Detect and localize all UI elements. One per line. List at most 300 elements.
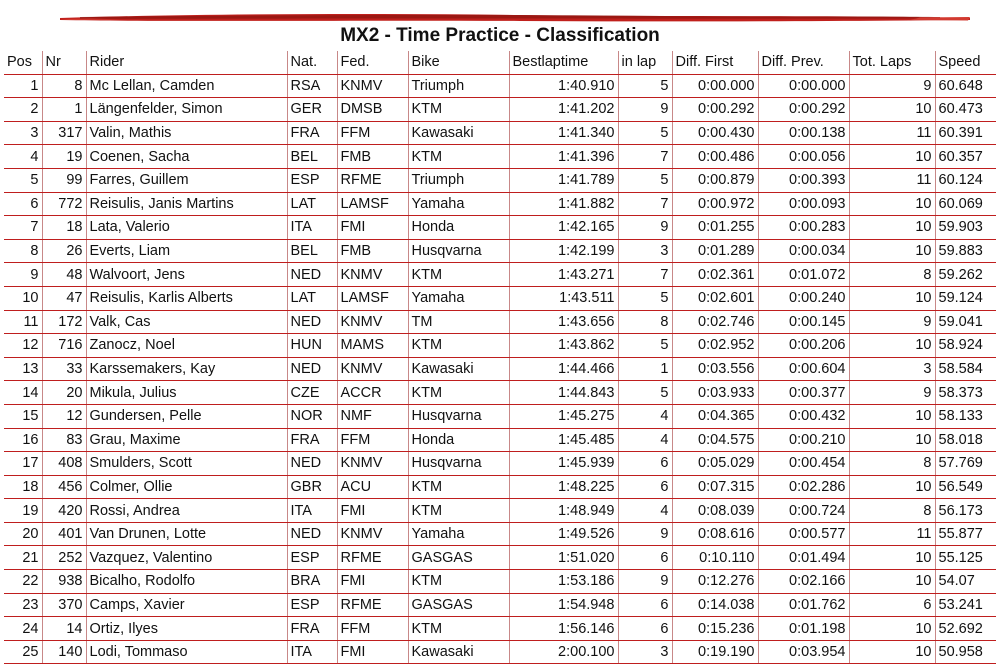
diff-first-cell: 0:00.972 bbox=[672, 192, 758, 216]
tot-laps-cell: 3 bbox=[849, 357, 935, 381]
pos-cell: 20 bbox=[4, 522, 42, 546]
column-header-diff-first[interactable]: Diff. First bbox=[672, 51, 758, 74]
diff-first-cell: 0:08.039 bbox=[672, 499, 758, 523]
nat-cell: NED bbox=[287, 263, 337, 287]
diff-prev-cell: 0:01.762 bbox=[758, 593, 849, 617]
pos-cell: 24 bbox=[4, 617, 42, 641]
nr-cell: 19 bbox=[42, 145, 86, 169]
diff-prev-cell: 0:00.206 bbox=[758, 334, 849, 358]
table-row bbox=[4, 121, 996, 145]
tot-laps-cell: 11 bbox=[849, 168, 935, 192]
diff-prev-cell: 0:00.432 bbox=[758, 404, 849, 428]
tot-laps-cell: 10 bbox=[849, 475, 935, 499]
diff-prev-cell: 0:00.034 bbox=[758, 239, 849, 263]
diff-first-cell: 0:07.315 bbox=[672, 475, 758, 499]
nr-cell: 456 bbox=[42, 475, 86, 499]
nr-cell: 716 bbox=[42, 334, 86, 358]
bestlaptime-cell: 1:49.526 bbox=[509, 522, 618, 546]
column-header-fed[interactable]: Fed. bbox=[337, 51, 408, 74]
pos-cell: 1 bbox=[4, 74, 42, 98]
in-lap-cell: 7 bbox=[618, 192, 672, 216]
pos-cell: 12 bbox=[4, 334, 42, 358]
fed-cell: KNMV bbox=[337, 452, 408, 476]
bike-cell: KTM bbox=[408, 263, 509, 287]
rider-cell: Mc Lellan, Camden bbox=[86, 74, 287, 98]
rider-cell: Lodi, Tommaso bbox=[86, 640, 287, 664]
nr-cell: 26 bbox=[42, 239, 86, 263]
nat-cell: NED bbox=[287, 310, 337, 334]
rider-cell: Van Drunen, Lotte bbox=[86, 522, 287, 546]
diff-prev-cell: 0:01.072 bbox=[758, 263, 849, 287]
table-row bbox=[4, 310, 996, 334]
in-lap-cell: 5 bbox=[618, 381, 672, 405]
fed-cell: LAMSF bbox=[337, 286, 408, 310]
bestlaptime-cell: 1:41.882 bbox=[509, 192, 618, 216]
table-row bbox=[4, 593, 996, 617]
tot-laps-cell: 10 bbox=[849, 428, 935, 452]
tot-laps-cell: 9 bbox=[849, 74, 935, 98]
diff-prev-cell: 0:03.954 bbox=[758, 640, 849, 664]
nr-cell: 12 bbox=[42, 404, 86, 428]
diff-prev-cell: 0:00.724 bbox=[758, 499, 849, 523]
nr-cell: 252 bbox=[42, 546, 86, 570]
speed-cell: 60.069 bbox=[935, 192, 996, 216]
in-lap-cell: 6 bbox=[618, 546, 672, 570]
bestlaptime-cell: 1:42.165 bbox=[509, 216, 618, 240]
rider-cell: Längenfelder, Simon bbox=[86, 98, 287, 122]
diff-first-cell: 0:00.430 bbox=[672, 121, 758, 145]
bike-cell: KTM bbox=[408, 145, 509, 169]
bike-cell: GASGAS bbox=[408, 546, 509, 570]
column-header-nat[interactable]: Nat. bbox=[287, 51, 337, 74]
fed-cell: KNMV bbox=[337, 263, 408, 287]
tot-laps-cell: 10 bbox=[849, 546, 935, 570]
diff-first-cell: 0:15.236 bbox=[672, 617, 758, 641]
speed-cell: 56.173 bbox=[935, 499, 996, 523]
diff-first-cell: 0:05.029 bbox=[672, 452, 758, 476]
rider-cell: Reisulis, Janis Martins bbox=[86, 192, 287, 216]
diff-prev-cell: 0:00.604 bbox=[758, 357, 849, 381]
fed-cell: KNMV bbox=[337, 310, 408, 334]
table-row bbox=[4, 475, 996, 499]
rider-cell: Lata, Valerio bbox=[86, 216, 287, 240]
nat-cell: ESP bbox=[287, 546, 337, 570]
nat-cell: BEL bbox=[287, 239, 337, 263]
nat-cell: BEL bbox=[287, 145, 337, 169]
tot-laps-cell: 10 bbox=[849, 570, 935, 594]
fed-cell: FMI bbox=[337, 499, 408, 523]
tot-laps-cell: 11 bbox=[849, 121, 935, 145]
speed-cell: 60.391 bbox=[935, 121, 996, 145]
nat-cell: ITA bbox=[287, 499, 337, 523]
fed-cell: FFM bbox=[337, 121, 408, 145]
tot-laps-cell: 10 bbox=[849, 334, 935, 358]
bike-cell: Yamaha bbox=[408, 286, 509, 310]
diff-prev-cell: 0:00.056 bbox=[758, 145, 849, 169]
bike-cell: Kawasaki bbox=[408, 640, 509, 664]
diff-first-cell: 0:14.038 bbox=[672, 593, 758, 617]
rider-cell: Everts, Liam bbox=[86, 239, 287, 263]
rider-cell: Gundersen, Pelle bbox=[86, 404, 287, 428]
bike-cell: Honda bbox=[408, 216, 509, 240]
nr-cell: 938 bbox=[42, 570, 86, 594]
nr-cell: 47 bbox=[42, 286, 86, 310]
speed-cell: 59.883 bbox=[935, 239, 996, 263]
tot-laps-cell: 11 bbox=[849, 522, 935, 546]
nr-cell: 172 bbox=[42, 310, 86, 334]
rider-cell: Smulders, Scott bbox=[86, 452, 287, 476]
nat-cell: GBR bbox=[287, 475, 337, 499]
diff-first-cell: 0:04.365 bbox=[672, 404, 758, 428]
bike-cell: TM bbox=[408, 310, 509, 334]
fed-cell: FMI bbox=[337, 640, 408, 664]
nat-cell: LAT bbox=[287, 192, 337, 216]
diff-prev-cell: 0:00.138 bbox=[758, 121, 849, 145]
bestlaptime-cell: 1:43.511 bbox=[509, 286, 618, 310]
fed-cell: KNMV bbox=[337, 74, 408, 98]
pos-cell: 3 bbox=[4, 121, 42, 145]
bike-cell: KTM bbox=[408, 475, 509, 499]
diff-prev-cell: 0:00.210 bbox=[758, 428, 849, 452]
fed-cell: ACCR bbox=[337, 381, 408, 405]
bike-cell: Husqvarna bbox=[408, 452, 509, 476]
speed-cell: 59.124 bbox=[935, 286, 996, 310]
in-lap-cell: 6 bbox=[618, 593, 672, 617]
speed-cell: 52.692 bbox=[935, 617, 996, 641]
fed-cell: FFM bbox=[337, 617, 408, 641]
in-lap-cell: 5 bbox=[618, 74, 672, 98]
fed-cell: FFM bbox=[337, 428, 408, 452]
table-row bbox=[4, 546, 996, 570]
fed-cell: RFME bbox=[337, 168, 408, 192]
rider-cell: Vazquez, Valentino bbox=[86, 546, 287, 570]
pos-cell: 4 bbox=[4, 145, 42, 169]
speed-cell: 55.877 bbox=[935, 522, 996, 546]
diff-prev-cell: 0:00.283 bbox=[758, 216, 849, 240]
nat-cell: ITA bbox=[287, 216, 337, 240]
table-row bbox=[4, 522, 996, 546]
tot-laps-cell: 8 bbox=[849, 263, 935, 287]
diff-first-cell: 0:19.190 bbox=[672, 640, 758, 664]
pos-cell: 15 bbox=[4, 404, 42, 428]
table-row bbox=[4, 404, 996, 428]
bestlaptime-cell: 1:51.020 bbox=[509, 546, 618, 570]
nr-cell: 20 bbox=[42, 381, 86, 405]
pos-cell: 16 bbox=[4, 428, 42, 452]
speed-cell: 60.357 bbox=[935, 145, 996, 169]
rider-cell: Zanocz, Noel bbox=[86, 334, 287, 358]
bestlaptime-cell: 1:43.271 bbox=[509, 263, 618, 287]
in-lap-cell: 1 bbox=[618, 357, 672, 381]
rider-cell: Bicalho, Rodolfo bbox=[86, 570, 287, 594]
pos-cell: 2 bbox=[4, 98, 42, 122]
column-header-in-lap[interactable]: in lap bbox=[618, 51, 672, 74]
pos-cell: 19 bbox=[4, 499, 42, 523]
nat-cell: NED bbox=[287, 522, 337, 546]
diff-first-cell: 0:01.255 bbox=[672, 216, 758, 240]
pos-cell: 13 bbox=[4, 357, 42, 381]
table-row bbox=[4, 192, 996, 216]
speed-cell: 60.124 bbox=[935, 168, 996, 192]
bike-cell: Husqvarna bbox=[408, 239, 509, 263]
rider-cell: Grau, Maxime bbox=[86, 428, 287, 452]
classification-table bbox=[4, 51, 996, 664]
rider-cell: Farres, Guillem bbox=[86, 168, 287, 192]
diff-first-cell: 0:10.110 bbox=[672, 546, 758, 570]
diff-prev-cell: 0:00.377 bbox=[758, 381, 849, 405]
bike-cell: Yamaha bbox=[408, 192, 509, 216]
speed-cell: 58.018 bbox=[935, 428, 996, 452]
rider-cell: Valk, Cas bbox=[86, 310, 287, 334]
column-header-rider[interactable]: Rider bbox=[86, 51, 287, 74]
nat-cell: RSA bbox=[287, 74, 337, 98]
speed-cell: 50.958 bbox=[935, 640, 996, 664]
nat-cell: ITA bbox=[287, 640, 337, 664]
diff-prev-cell: 0:00.577 bbox=[758, 522, 849, 546]
table-row bbox=[4, 334, 996, 358]
bestlaptime-cell: 1:43.656 bbox=[509, 310, 618, 334]
table-row bbox=[4, 263, 996, 287]
table-row bbox=[4, 452, 996, 476]
in-lap-cell: 6 bbox=[618, 452, 672, 476]
tot-laps-cell: 9 bbox=[849, 381, 935, 405]
bestlaptime-cell: 1:53.186 bbox=[509, 570, 618, 594]
nr-cell: 317 bbox=[42, 121, 86, 145]
nr-cell: 18 bbox=[42, 216, 86, 240]
bike-cell: KTM bbox=[408, 570, 509, 594]
nat-cell: FRA bbox=[287, 617, 337, 641]
in-lap-cell: 5 bbox=[618, 121, 672, 145]
in-lap-cell: 9 bbox=[618, 570, 672, 594]
fed-cell: LAMSF bbox=[337, 192, 408, 216]
table-row bbox=[4, 286, 996, 310]
diff-first-cell: 0:02.746 bbox=[672, 310, 758, 334]
fed-cell: FMB bbox=[337, 145, 408, 169]
pos-cell: 25 bbox=[4, 640, 42, 664]
diff-first-cell: 0:02.952 bbox=[672, 334, 758, 358]
nr-cell: 99 bbox=[42, 168, 86, 192]
column-header-speed[interactable]: Speed bbox=[935, 51, 996, 74]
nat-cell: BRA bbox=[287, 570, 337, 594]
rider-cell: Valin, Mathis bbox=[86, 121, 287, 145]
diff-first-cell: 0:08.616 bbox=[672, 522, 758, 546]
diff-first-cell: 0:02.361 bbox=[672, 263, 758, 287]
column-header-pos[interactable]: Pos bbox=[4, 51, 42, 74]
diff-first-cell: 0:00.486 bbox=[672, 145, 758, 169]
nr-cell: 408 bbox=[42, 452, 86, 476]
speed-cell: 60.648 bbox=[935, 74, 996, 98]
nat-cell: HUN bbox=[287, 334, 337, 358]
table-row bbox=[4, 617, 996, 641]
rider-cell: Walvoort, Jens bbox=[86, 263, 287, 287]
speed-cell: 57.769 bbox=[935, 452, 996, 476]
in-lap-cell: 7 bbox=[618, 263, 672, 287]
diff-prev-cell: 0:00.240 bbox=[758, 286, 849, 310]
column-header-bike[interactable]: Bike bbox=[408, 51, 509, 74]
pos-cell: 11 bbox=[4, 310, 42, 334]
diff-prev-cell: 0:01.198 bbox=[758, 617, 849, 641]
bestlaptime-cell: 1:44.466 bbox=[509, 357, 618, 381]
nr-cell: 8 bbox=[42, 74, 86, 98]
tot-laps-cell: 10 bbox=[849, 145, 935, 169]
speed-cell: 56.549 bbox=[935, 475, 996, 499]
rider-cell: Coenen, Sacha bbox=[86, 145, 287, 169]
diff-prev-cell: 0:00.393 bbox=[758, 168, 849, 192]
bike-cell: KTM bbox=[408, 617, 509, 641]
bestlaptime-cell: 1:45.485 bbox=[509, 428, 618, 452]
pos-cell: 8 bbox=[4, 239, 42, 263]
diff-first-cell: 0:03.556 bbox=[672, 357, 758, 381]
bike-cell: Honda bbox=[408, 428, 509, 452]
pos-cell: 18 bbox=[4, 475, 42, 499]
tot-laps-cell: 8 bbox=[849, 452, 935, 476]
speed-cell: 60.473 bbox=[935, 98, 996, 122]
in-lap-cell: 4 bbox=[618, 499, 672, 523]
diff-prev-cell: 0:00.000 bbox=[758, 74, 849, 98]
bike-cell: Triumph bbox=[408, 74, 509, 98]
nat-cell: LAT bbox=[287, 286, 337, 310]
in-lap-cell: 6 bbox=[618, 617, 672, 641]
nr-cell: 772 bbox=[42, 192, 86, 216]
bike-cell: Triumph bbox=[408, 168, 509, 192]
bestlaptime-cell: 2:00.100 bbox=[509, 640, 618, 664]
pos-cell: 9 bbox=[4, 263, 42, 287]
in-lap-cell: 7 bbox=[618, 145, 672, 169]
rider-cell: Colmer, Ollie bbox=[86, 475, 287, 499]
nr-cell: 401 bbox=[42, 522, 86, 546]
bestlaptime-cell: 1:45.275 bbox=[509, 404, 618, 428]
nr-cell: 140 bbox=[42, 640, 86, 664]
pos-cell: 5 bbox=[4, 168, 42, 192]
speed-cell: 53.241 bbox=[935, 593, 996, 617]
in-lap-cell: 6 bbox=[618, 475, 672, 499]
nr-cell: 1 bbox=[42, 98, 86, 122]
table-header-row bbox=[4, 51, 996, 74]
diff-prev-cell: 0:02.166 bbox=[758, 570, 849, 594]
diff-prev-cell: 0:00.145 bbox=[758, 310, 849, 334]
diff-prev-cell: 0:00.454 bbox=[758, 452, 849, 476]
speed-cell: 59.903 bbox=[935, 216, 996, 240]
speed-cell: 58.924 bbox=[935, 334, 996, 358]
table-row bbox=[4, 74, 996, 98]
rider-cell: Rossi, Andrea bbox=[86, 499, 287, 523]
pos-cell: 23 bbox=[4, 593, 42, 617]
table-row bbox=[4, 216, 996, 240]
column-header-nr[interactable]: Nr bbox=[42, 51, 86, 74]
table-body bbox=[4, 74, 996, 664]
bestlaptime-cell: 1:42.199 bbox=[509, 239, 618, 263]
table-row bbox=[4, 145, 996, 169]
diff-first-cell: 0:02.601 bbox=[672, 286, 758, 310]
bestlaptime-cell: 1:41.396 bbox=[509, 145, 618, 169]
pos-cell: 6 bbox=[4, 192, 42, 216]
bestlaptime-cell: 1:45.939 bbox=[509, 452, 618, 476]
diff-first-cell: 0:01.289 bbox=[672, 239, 758, 263]
rider-cell: Karssemakers, Kay bbox=[86, 357, 287, 381]
nat-cell: FRA bbox=[287, 121, 337, 145]
in-lap-cell: 9 bbox=[618, 98, 672, 122]
bestlaptime-cell: 1:40.910 bbox=[509, 74, 618, 98]
bestlaptime-cell: 1:56.146 bbox=[509, 617, 618, 641]
rider-cell: Mikula, Julius bbox=[86, 381, 287, 405]
bike-cell: KTM bbox=[408, 499, 509, 523]
bestlaptime-cell: 1:44.843 bbox=[509, 381, 618, 405]
nr-cell: 370 bbox=[42, 593, 86, 617]
diff-prev-cell: 0:00.093 bbox=[758, 192, 849, 216]
column-header-bestlaptime[interactable]: Bestlaptime bbox=[509, 51, 618, 74]
pos-cell: 10 bbox=[4, 286, 42, 310]
bestlaptime-cell: 1:48.225 bbox=[509, 475, 618, 499]
nr-cell: 14 bbox=[42, 617, 86, 641]
pos-cell: 14 bbox=[4, 381, 42, 405]
tot-laps-cell: 8 bbox=[849, 499, 935, 523]
bike-cell: Kawasaki bbox=[408, 357, 509, 381]
nr-cell: 83 bbox=[42, 428, 86, 452]
fed-cell: FMB bbox=[337, 239, 408, 263]
tot-laps-cell: 10 bbox=[849, 286, 935, 310]
nat-cell: NED bbox=[287, 452, 337, 476]
diff-first-cell: 0:04.575 bbox=[672, 428, 758, 452]
pos-cell: 17 bbox=[4, 452, 42, 476]
fed-cell: RFME bbox=[337, 593, 408, 617]
tot-laps-cell: 10 bbox=[849, 192, 935, 216]
column-header-tot-laps[interactable]: Tot. Laps bbox=[849, 51, 935, 74]
nat-cell: ESP bbox=[287, 593, 337, 617]
nat-cell: NED bbox=[287, 357, 337, 381]
fed-cell: FMI bbox=[337, 216, 408, 240]
tot-laps-cell: 10 bbox=[849, 617, 935, 641]
bike-cell: GASGAS bbox=[408, 593, 509, 617]
in-lap-cell: 8 bbox=[618, 310, 672, 334]
bestlaptime-cell: 1:54.948 bbox=[509, 593, 618, 617]
nat-cell: CZE bbox=[287, 381, 337, 405]
bike-cell: KTM bbox=[408, 98, 509, 122]
in-lap-cell: 5 bbox=[618, 286, 672, 310]
in-lap-cell: 9 bbox=[618, 522, 672, 546]
bestlaptime-cell: 1:41.202 bbox=[509, 98, 618, 122]
in-lap-cell: 4 bbox=[618, 428, 672, 452]
speed-cell: 58.373 bbox=[935, 381, 996, 405]
pos-cell: 7 bbox=[4, 216, 42, 240]
speed-cell: 59.262 bbox=[935, 263, 996, 287]
table-row bbox=[4, 570, 996, 594]
diff-first-cell: 0:00.000 bbox=[672, 74, 758, 98]
speed-cell: 59.041 bbox=[935, 310, 996, 334]
table-row bbox=[4, 239, 996, 263]
table-row bbox=[4, 499, 996, 523]
tot-laps-cell: 10 bbox=[849, 404, 935, 428]
table-row bbox=[4, 357, 996, 381]
bestlaptime-cell: 1:41.789 bbox=[509, 168, 618, 192]
in-lap-cell: 9 bbox=[618, 216, 672, 240]
speed-cell: 55.125 bbox=[935, 546, 996, 570]
diff-first-cell: 0:03.933 bbox=[672, 381, 758, 405]
bike-cell: Husqvarna bbox=[408, 404, 509, 428]
column-header-diff-prev[interactable]: Diff. Prev. bbox=[758, 51, 849, 74]
in-lap-cell: 5 bbox=[618, 334, 672, 358]
diff-first-cell: 0:00.879 bbox=[672, 168, 758, 192]
bike-cell: Kawasaki bbox=[408, 121, 509, 145]
fed-cell: KNMV bbox=[337, 357, 408, 381]
nr-cell: 33 bbox=[42, 357, 86, 381]
diff-prev-cell: 0:02.286 bbox=[758, 475, 849, 499]
tot-laps-cell: 10 bbox=[849, 216, 935, 240]
in-lap-cell: 4 bbox=[618, 404, 672, 428]
diff-prev-cell: 0:01.494 bbox=[758, 546, 849, 570]
fed-cell: DMSB bbox=[337, 98, 408, 122]
diff-prev-cell: 0:00.292 bbox=[758, 98, 849, 122]
bike-cell: KTM bbox=[408, 381, 509, 405]
